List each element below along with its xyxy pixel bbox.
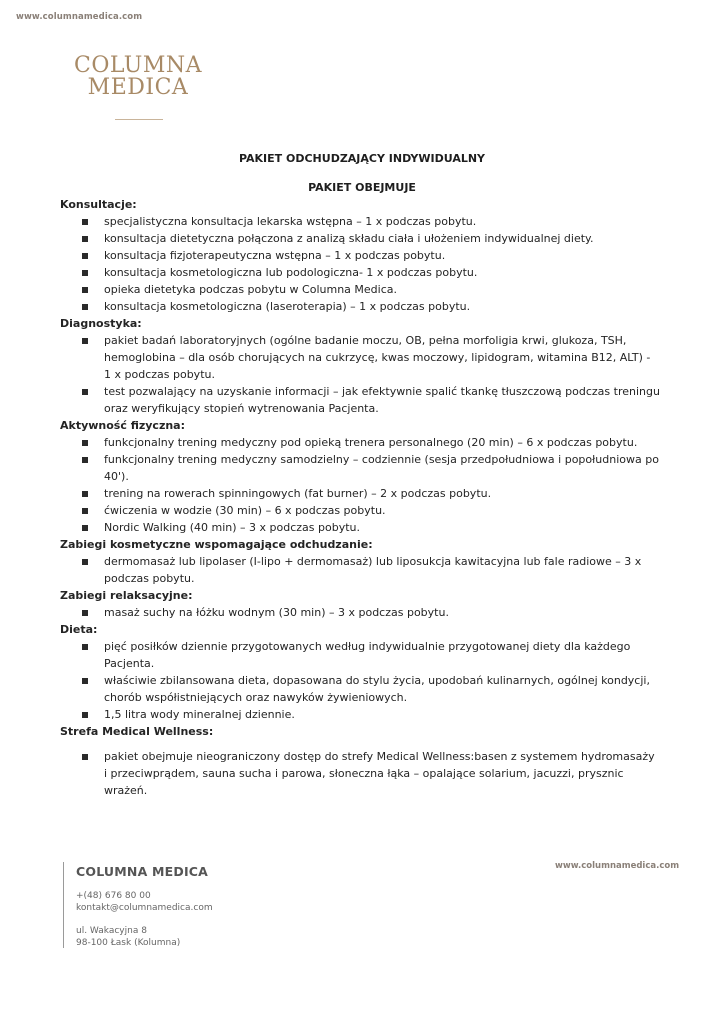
section-list: [60, 332, 660, 417]
section-list: [60, 553, 660, 587]
section-title: Dieta:: [60, 623, 98, 636]
list-item: pakiet obejmuje nieograniczony dostęp do strefy Medical Wellness:basen z systemem hydromasaży i przeciwprądem, sauna sucha i parowa, słoneczna łąka – opalające solarium, jacuzzi, prysznic wrażeń.: [60, 748, 660, 799]
section-title: Konsultacje:: [60, 198, 137, 211]
logo-divider: [115, 119, 163, 120]
section-zabiegi-relaksacyjne: [60, 587, 660, 621]
section-title: Zabiegi kosmetyczne wspomagające odchudzanie:: [60, 538, 373, 551]
section-list: [60, 213, 660, 315]
document-title: PAKIET ODCHUDZAJĄCY INDYWIDUALNY: [238, 152, 486, 165]
logo-line-1: COLUMNA: [74, 53, 202, 78]
section-list: [60, 434, 660, 536]
company-logo: [72, 55, 204, 99]
list-item: konsultacja kosmetologiczna (laseroterapia) – 1 x podczas pobytu.: [60, 298, 660, 315]
package-content: [60, 196, 660, 799]
footer-city: 98-100 Łask (Kolumna): [76, 938, 181, 948]
list-item: konsultacja kosmetologiczna lub podologiczna- 1 x podczas pobytu.: [60, 264, 660, 281]
list-item: funkcjonalny trening medyczny samodzielny – codziennie (sesja przedpołudniowa i popołudniowa po 40').: [60, 451, 660, 485]
section-list: [60, 748, 660, 799]
section-diagnostyka: [60, 315, 660, 417]
list-item: konsultacja dietetyczna połączona z analizą składu ciała i ułożeniem indywidualnej diety.: [60, 230, 660, 247]
list-item: pakiet badań laboratoryjnych (ogólne badanie moczu, OB, pełna morfoligia krwi, glukoza, TSH, hemoglobina – dla osób chorujących na cukrzycę, kwas moczowy, lipidogram, witamina B12, ALT) - 1 x podczas pobytu.: [60, 332, 660, 383]
list-item: masaż suchy na łóżku wodnym (30 min) – 3 x podczas pobytu.: [60, 604, 660, 621]
section-konsultacje: [60, 196, 660, 315]
section-aktywnosc: [60, 417, 660, 536]
footer-email[interactable]: kontakt@columnamedica.com: [76, 903, 213, 913]
spacer: [60, 740, 660, 748]
list-item: 1,5 litra wody mineralnej dziennie.: [60, 706, 660, 723]
list-item: Nordic Walking (40 min) – 3 x podczas pobytu.: [60, 519, 660, 536]
section-title: Zabiegi relaksacyjne:: [60, 589, 193, 602]
section-list: [60, 604, 660, 621]
footer-url[interactable]: www.columnamedica.com: [555, 861, 680, 871]
section-title: Strefa Medical Wellness:: [60, 725, 214, 738]
footer-street: ul. Wakacyjna 8: [76, 926, 147, 936]
section-dieta: [60, 621, 660, 723]
section-list: [60, 638, 660, 723]
footer-divider: [63, 862, 64, 948]
list-item: specjalistyczna konsultacja lekarska wstępna – 1 x podczas pobytu.: [60, 213, 660, 230]
list-item: pięć posiłków dziennie przygotowanych według indywidualnie przygotowanej diety dla każdego Pacjenta.: [60, 638, 660, 672]
section-wellness: [60, 723, 660, 799]
section-title: Diagnostyka:: [60, 317, 142, 330]
list-item: opieka dietetyka podczas pobytu w Columna Medica.: [60, 281, 660, 298]
header-url[interactable]: www.columnamedica.com: [16, 12, 143, 22]
list-item: test pozwalający na uzyskanie informacji – jak efektywnie spalić tkankę tłuszczową podczas treningu oraz weryfikujący stopień wytrenowania Pacjenta.: [60, 383, 660, 417]
section-title: Aktywność fizyczna:: [60, 419, 186, 432]
footer-brand: COLUMNA MEDICA: [76, 864, 209, 879]
list-item: właściwie zbilansowana dieta, dopasowana do stylu życia, upodobań kulinarnych, ogólnej kondycji, chorób współistniejących oraz nawyków żywieniowych.: [60, 672, 660, 706]
list-item: konsultacja fizjoterapeutyczna wstępna – 1 x podczas pobytu.: [60, 247, 660, 264]
list-item: dermomasaż lub lipolaser (I-lipo + dermomasaż) lub liposukcja kawitacyjna lub fale radiowe – 3 x podczas pobytu.: [60, 553, 660, 587]
footer-phone[interactable]: +(48) 676 80 00: [76, 891, 151, 901]
list-item: ćwiczenia w wodzie (30 min) – 6 x podczas pobytu.: [60, 502, 660, 519]
section-zabiegi-kosmetyczne: [60, 536, 660, 587]
logo-line-2: MEDICA: [87, 75, 189, 100]
document-subtitle: PAKIET OBEJMUJE: [308, 181, 416, 194]
list-item: trening na rowerach spinningowych (fat burner) – 2 x podczas pobytu.: [60, 485, 660, 502]
list-item: funkcjonalny trening medyczny pod opieką trenera personalnego (20 min) – 6 x podczas pobytu.: [60, 434, 660, 451]
